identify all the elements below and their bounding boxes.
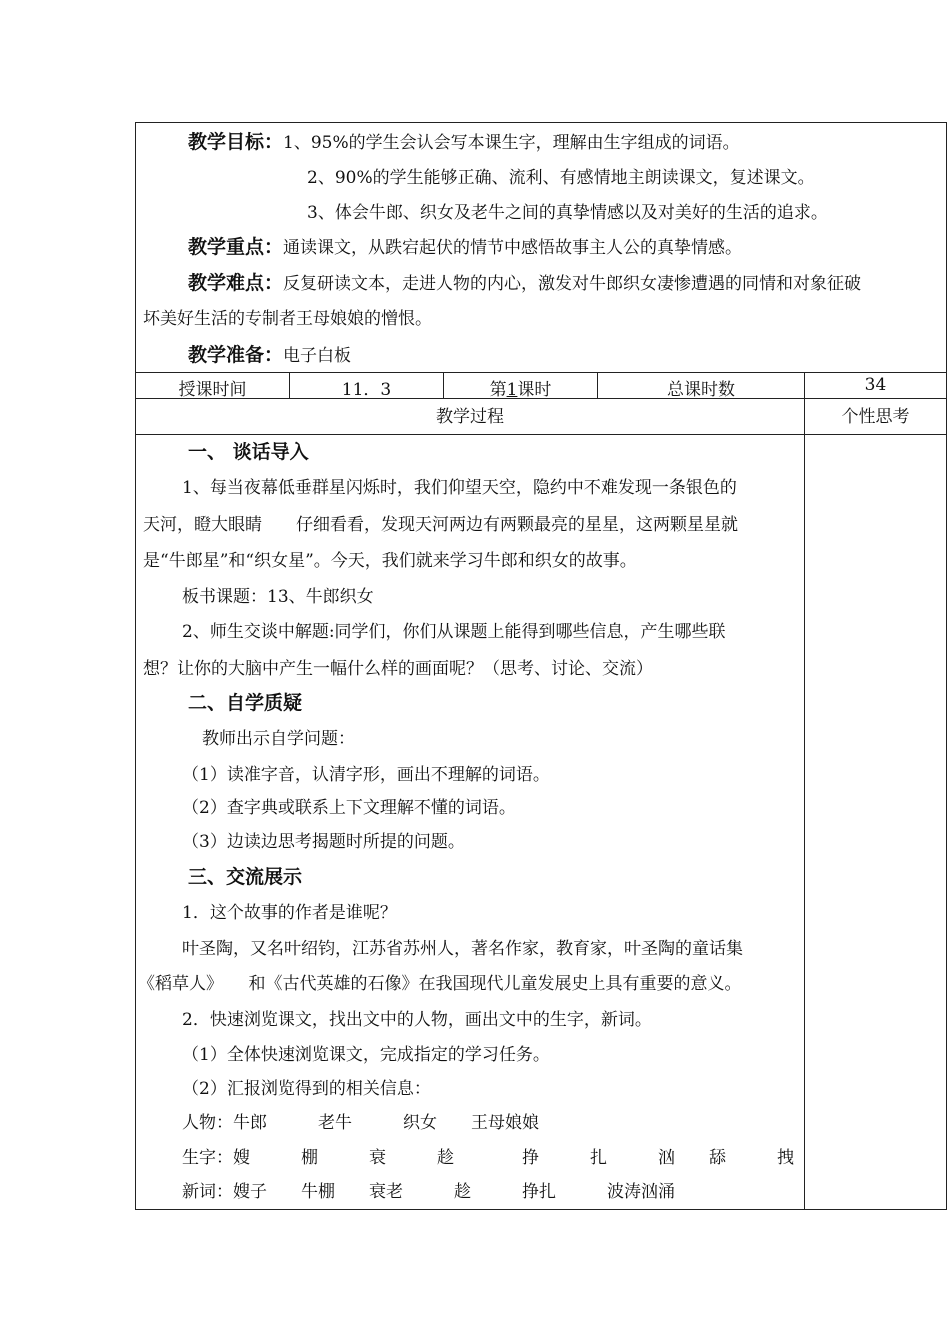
new-characters-list: 生字：嫂 棚 衰 趁 挣 扎 汹 舔 拽 [182,1148,794,1168]
paragraph-1-line-1: 1、每当夜幕低垂群星闪烁时，我们仰望天空，隐约中不难发现一条银色的 [182,478,737,498]
table-right-border [946,122,947,1210]
question-2: （2）查字典或联系上下文理解不懂的词语。 [182,798,516,818]
process-column-header: 教学过程 [436,407,504,427]
people-list: 人物：牛郎 老牛 织女 王母娘娘 [182,1113,539,1133]
item-2-line-2: （2）汇报浏览得到的相关信息： [182,1079,431,1099]
section-1-title: 一、 谈话导入 [188,441,309,463]
column-header-bottom-border [135,434,947,435]
time-label: 授课时间 [178,380,247,400]
prep-label: 教学准备： [188,344,284,366]
item-1-line-2: 《稻草人》 和《古代英雄的石像》在我国现代儿童发展史上具有重要的意义。 [138,974,742,994]
keypoint-row [188,232,742,259]
info-row-top-border [135,372,947,373]
total-value: 34 [864,375,887,395]
board-title: 板书课题：13、牛郎织女 [182,587,374,607]
paragraph-1-line-2: 天河，瞪大眼睛 仔细看看，发现天河两边有两颗最亮的星星，这两颗星星就 [143,515,738,535]
paragraph-1-line-3: 是“牛郎星”和“织女星”。今天，我们就来学习牛郎和织女的故事。 [143,551,637,571]
item-2: 2．快速浏览课文，找出文中的人物，画出文中的生字，新词。 [182,1010,652,1030]
thoughts-column-header: 个性思考 [841,407,910,427]
objective-2: 2、90%的学生能够正确、流利、有感情地主朗读课文，复述课文。 [307,168,815,188]
time-value: 11．3 [341,380,392,400]
difficulty-text-2: 坏美好生活的专制者王母娘娘的憎恨。 [143,309,432,329]
item-1-line-1: 叶圣陶，又名叶绍钧，江苏省苏州人，著名作家，教育家，叶圣陶的童话集 [182,939,743,959]
objective-1: 1、95%的学生会认会写本课生字，理解由生字组成的词语。 [283,133,740,153]
lesson-number: 1 [506,380,518,400]
question-intro: 教师出示自学问题： [202,729,355,749]
new-words-list: 新词：嫂子 牛棚 衰老 趁 挣扎 波涛汹涌 [182,1182,675,1202]
difficulty-row [188,268,861,295]
paragraph-2-line-1: 2、师生交谈中解题:同学们，你们从课题上能得到哪些信息，产生哪些联 [182,622,726,642]
lesson-prefix: 第 [489,380,507,400]
question-1: （1）读准字音，认清字形，画出不理解的词语。 [182,765,550,785]
table-bottom-border [135,1209,947,1210]
paragraph-2-line-2: 想？让你的大脑中产生一幅什么样的画面呢？（思考、讨论、交流） [143,659,653,679]
table-left-border [135,122,136,1210]
objectives-label: 教学目标： [188,131,284,153]
lesson-count [444,375,597,400]
item-1: 1．这个故事的作者是谁呢？ [182,903,397,923]
objective-3: 3、体会牛郎、织女及老牛之间的真挚情感以及对美好的生活的追求。 [307,203,828,223]
section-3-title: 三、交流展示 [188,866,303,888]
keypoint-text: 通读课文，从跌宕起伏的情节中感悟故事主人公的真挚情感。 [283,238,743,258]
prep-row [188,340,351,367]
difficulty-text-1: 反复研读文本，走进人物的内心，激发对牛郎织女凄惨遭遇的同情和对象征破 [283,274,862,294]
item-2-line-1: （1）全体快速浏览课文，完成指定的学习任务。 [182,1045,550,1065]
objectives-row [188,127,740,154]
section-2-title: 二、自学质疑 [188,692,303,714]
prep-text: 电子白板 [283,346,352,366]
difficulty-label: 教学难点： [188,272,284,294]
total-label: 总课时数 [667,380,735,400]
keypoint-label: 教学重点： [188,236,284,258]
lesson-suffix: 课时 [517,380,552,400]
thoughts-column-divider [804,372,805,1210]
table-top-border [135,122,947,123]
question-3: （3）边读边思考揭题时所提的问题。 [182,832,465,852]
